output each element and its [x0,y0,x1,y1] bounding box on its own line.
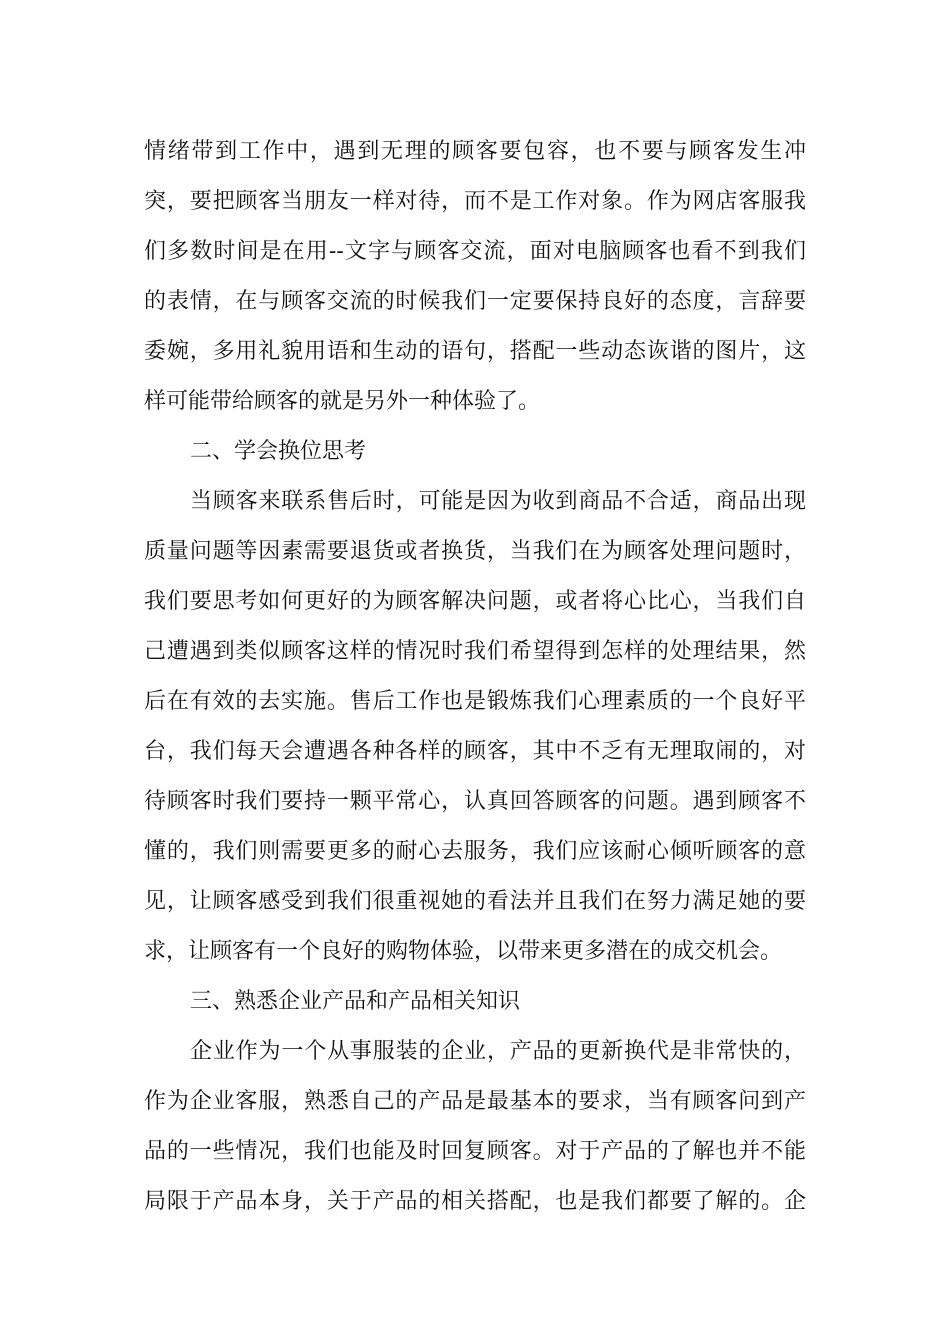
text-line-9: 质量问题等因素需要退货或者换货，当我们在为顾客处理问题时， [144,539,806,564]
text-line-17: 求，让顾客有一个良好的购物体验，以带来更多潜在的成交机会。 [144,939,783,964]
text-line-15: 懂的，我们则需要更多的耐心去服务，我们应该耐心倾听顾客的意 [144,839,806,864]
text-line-22: 局限于产品本身，关于产品的相关搭配，也是我们都要了解的。企 [144,1189,806,1214]
section-heading-2: 二、学会换位思考 [190,439,367,464]
text-line-10: 我们要思考如何更好的为顾客解决问题，或者将心比心，当我们自 [144,589,806,614]
text-line-3: 们多数时间是在用--文字与顾客交流，面对电脑顾客也看不到我们 [144,239,806,264]
text-line-14: 待顾客时我们要持一颗平常心，认真回答顾客的问题。遇到顾客不 [144,789,806,814]
text-line-19: 企业作为一个从事服装的企业，产品的更新换代是非常快的， [190,1039,806,1064]
text-line-6: 样可能带给顾客的就是另外一种体验了。 [144,389,541,414]
text-line-8: 当顾客来联系售后时，可能是因为收到商品不合适，商品出现 [190,489,806,514]
text-line-11: 己遭遇到类似顾客这样的情况时我们希望得到怎样的处理结果，然 [144,639,806,664]
text-line-1: 情绪带到工作中，遇到无理的顾客要包容，也不要与顾客发生冲 [144,139,806,164]
text-line-2: 突，要把顾客当朋友一样对待，而不是工作对象。作为网店客服我 [144,189,806,214]
text-line-16: 见，让顾客感受到我们很重视她的看法并且我们在努力满足她的要 [144,889,806,914]
text-line-5: 委婉，多用礼貌用语和生动的语句，搭配一些动态诙谐的图片，这 [144,339,806,364]
text-line-12: 后在有效的去实施。售后工作也是锻炼我们心理素质的一个良好平 [144,689,806,714]
text-line-21: 品的一些情况，我们也能及时回复顾客。对于产品的了解也并不能 [144,1139,806,1164]
text-line-4: 的表情，在与顾客交流的时候我们一定要保持良好的态度，言辞要 [144,289,806,314]
text-line-13: 台，我们每天会遭遇各种各样的顾客，其中不乏有无理取闹的，对 [144,739,806,764]
text-line-20: 作为企业客服，熟悉自己的产品是最基本的要求，当有顾客问到产 [144,1089,806,1114]
section-heading-3: 三、熟悉企业产品和产品相关知识 [190,989,521,1014]
